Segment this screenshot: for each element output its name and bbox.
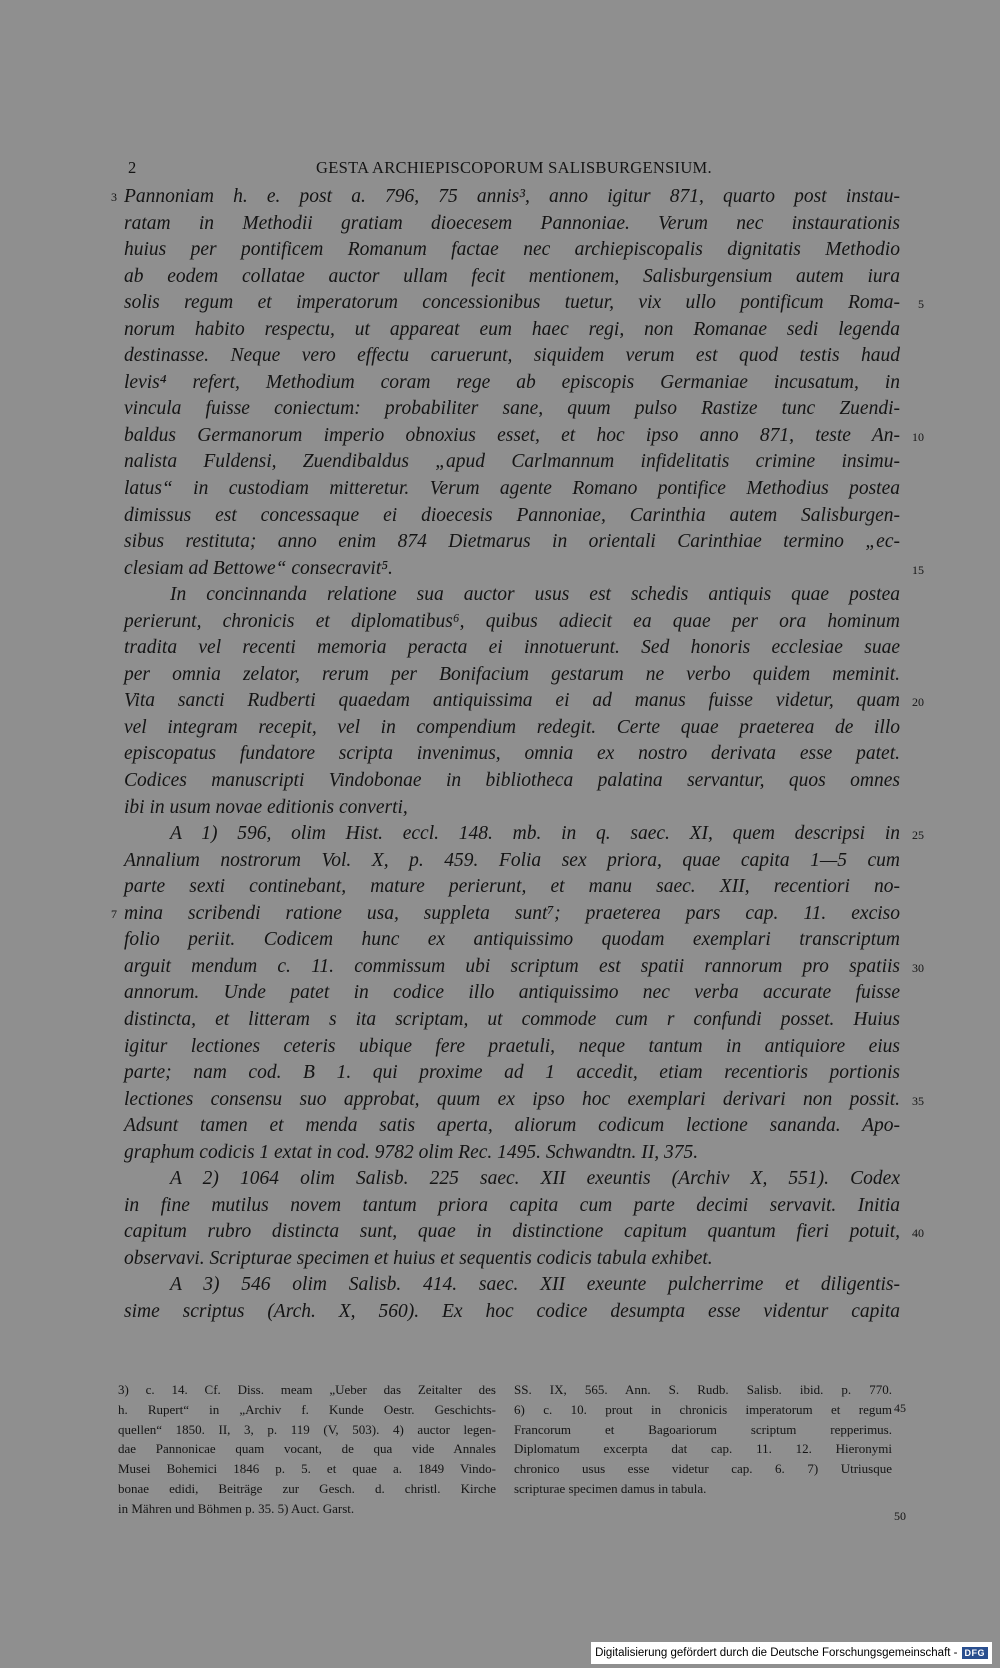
footnote-line: bonae edidi, Beiträge zur Gesch. d. christl. Kirche [118,1480,496,1496]
text-line [124,1299,900,1326]
text-line [124,290,924,317]
text-line [124,423,924,450]
footnote-line: quellen“ 1850. II, 3, p. 119 (V, 503). 4) auctor legen- [118,1421,496,1437]
text-line-content: episcopatus fundatore scripta invenimus, omnia ex nostro derivata esse patet. [124,743,900,765]
text-line [124,556,924,583]
text-line [124,715,900,742]
text-line-content: norum habito respectu, ut appareat eum haec regi, non Romanae sedi legenda [124,318,900,340]
text-line-content: per omnia zelator, rerum per Bonifacium gestarum ne verbo quidem meminit. [124,663,900,685]
page-number: 2 [128,158,137,177]
line-number: 40 [912,1226,924,1241]
text-line-content: Adsunt tamen et menda satis aperta, aliorum codicum lectione sananda. Apo- [124,1115,900,1137]
running-header [128,158,900,182]
text-line [124,741,900,768]
line-number: 5 [918,297,924,312]
text-line [124,1060,900,1087]
text-line [124,237,900,264]
text-line [124,688,924,715]
text-line [124,529,900,556]
text-line [124,1034,900,1061]
text-line [124,503,900,530]
text-line [124,1113,900,1140]
text-line-content: Vita sancti Rudberti quaedam antiquissima ei ad manus fuisse videtur, quam [124,690,900,712]
text-line-content: parte sexti continebant, mature perierunt, et manu saec. XII, recentiori no- [124,876,900,898]
text-line-content: arguit mendum c. 11. commissum ubi scriptum est spatii rannorum pro spatiis [124,955,900,977]
text-line-content: ab eodem collatae auctor ullam fecit mentionem, Salisburgensium autem iura [124,265,900,287]
footnote-line: 3) c. 14. Cf. Diss. meam „Ueber das Zeitalter des [118,1382,496,1397]
text-line [124,635,900,662]
text-line [124,343,900,370]
text-line [124,1166,900,1193]
text-line [124,1219,924,1246]
text-line-content: in fine mutilus novem tantum priora capita cum parte decimi servavit. Initia [124,1194,900,1216]
text-line-content: dimissus est concessaque ei dioecesis Pannoniae, Carinthia autem Salisburgen- [124,504,900,526]
text-line [124,1193,900,1220]
text-line [124,609,900,636]
footnote-line: Francorum et Bagoariorum scriptum repperimus. [514,1421,892,1437]
footnote-line: chronico usus esse videtur cap. 6. 7) Utriusque [514,1461,892,1477]
digitization-notice [591,1642,992,1664]
text-line-content: In concinnanda relatione sua auctor usus est schedis antiquis quae postea [170,584,900,606]
text-line-content: graphum codicis 1 extat in cod. 9782 olim Rec. 1495. Schwandtn. II, 375. [124,1141,699,1163]
text-line-content: vincula fuisse coniectum: probabiliter sane, quum pulso Rastize tunc Zuendi- [124,398,900,420]
text-line [124,980,900,1007]
text-line [124,662,900,689]
text-line-content: distincta, et litteram s ita scriptam, ut commode cum r confundi posset. Huius [124,1008,900,1030]
text-line-content: huius per pontificem Romanum factae nec archiepiscopalis dignitatis Methodio [124,239,900,261]
text-line [124,449,900,476]
line-number: 25 [912,828,924,843]
text-line [124,1007,900,1034]
text-line-content: baldus Germanorum imperio obnoxius esset, et hoc ipso anno 871, teste An- [124,424,900,446]
text-line-content: A 1) 596, olim Hist. eccl. 148. mb. in q. saec. XI, quem descripsi in [170,823,900,845]
text-line-content: tradita vel recenti memoria peracta ei innotuerunt. Sed honoris ecclesiae suae [124,637,900,659]
footnotes-right-column [514,1380,892,1499]
text-line [124,821,924,848]
text-line-content: solis regum et imperatorum concessionibus tuetur, vix ullo pontificum Roma- [124,292,900,314]
text-line [124,582,900,609]
text-line-content: parte; nam cod. B 1. qui proxime ad 1 accedit, etiam recentioris portionis [124,1062,900,1084]
text-line-content: Pannoniam h. e. post a. 796, 75 annis³, anno igitur 871, quarto post instau- [124,186,900,207]
margin-footnote-marker: 3 [111,190,117,204]
text-line-content: Annalium nostrorum Vol. X, p. 459. Folia sex priora, quae capita 1—5 cum [124,849,900,871]
text-line [124,476,900,503]
digitization-text: Digitalisierung gefördert durch die Deutsche Forschungsgemeinschaft - [595,1647,958,1659]
line-number: 10 [912,429,924,444]
text-line-content: destinasse. Neque vero effectu caruerunt, siquidem verum est quod testis haud [124,345,900,367]
text-line [124,927,900,954]
text-line-content: Codices manuscripti Vindobonae in bibliotheca palatina servantur, quos omnes [124,770,900,792]
text-line [124,1140,900,1167]
footnote-line-number: 50 [894,1509,906,1523]
text-line [124,317,900,344]
main-text [111,184,924,1326]
text-line-content: ratam in Methodii gratiam dioecesem Pannoniae. Verum nec instaurationis [124,212,900,234]
footnote-line: scripturae specimen damus in tabula. [514,1480,707,1496]
text-line-content: nalista Fuldensi, Zuendibaldus „apud Carlmannum infidelitatis crimine insimu- [124,451,900,473]
text-line [124,848,900,875]
text-line-content: levis⁴ refert, Methodium coram rege ab episcopis Germaniae incusatum, in [124,371,900,393]
text-line-content: capitum rubro distincta sunt, quae in distinctione capitum quantum fieri potuit, [124,1221,900,1243]
footnote-line: dae Pannonicae quam vocant, de qua vide Annales [118,1441,496,1457]
text-line-content: perierunt, chronicis et diplomatibus⁶, quibus adiecit ea quae per ora hominum [124,610,900,632]
margin-footnote-marker: 7 [111,906,117,921]
text-line [124,211,900,238]
running-title: GESTA ARCHIEPISCOPORUM SALISBURGENSIUM. [316,158,712,177]
text-line-content: folio periit. Codicem hunc ex antiquissimo quodam exemplari transcriptum [124,929,900,951]
text-line-content: A 2) 1064 olim Salisb. 225 saec. XII exeuntis (Archiv X, 551). Codex [170,1168,900,1190]
text-line-content: annorum. Unde patet in codice illo antiquissimo nec verba accurate fuisse [124,982,900,1004]
text-line-content: igitur lectiones ceteris ubique fere praetuli, neque tantum in antiquiore eius [124,1035,900,1057]
text-line [124,795,900,822]
text-line [124,1272,900,1299]
footnote-line: SS. IX, 565. Ann. S. Rudb. Salisb. ibid. p. 770. [514,1382,892,1397]
line-number: 30 [912,960,924,975]
footnote-line: 6) c. 10. prout in chronicis imperatorum et regum [514,1401,892,1417]
text-line [124,954,924,981]
text-line [124,264,900,291]
text-line-content: sime scriptus (Arch. X, 560). Ex hoc codice desumpta esse videntur capita [124,1300,900,1322]
text-line-content: sibus restituta; anno enim 874 Dietmarus in orientali Carinthiae termino „ec- [124,531,900,553]
text-line-content: observavi. Scripturae specimen et huius et sequentis codicis tabula exhibet. [124,1247,713,1269]
text-line [124,874,900,901]
text-line [124,768,900,795]
text-line [111,901,900,928]
text-line-content: clesiam ad Bettowe“ consecravit⁵. [124,557,393,579]
text-line-content: ibi in usum novae editionis converti, [124,796,408,818]
line-number: 20 [912,695,924,710]
text-line-content: A 3) 546 olim Salisb. 414. saec. XII exeunte pulcherrime et diligentis- [170,1274,900,1296]
dfg-logo-icon: DFG [962,1647,989,1659]
line-number: 35 [912,1093,924,1108]
footnote-line: Diplomatum excerpta dat cap. 11. 12. Hieronymi [514,1441,892,1457]
text-line [124,396,900,423]
line-number: 15 [912,562,924,577]
text-line [124,1087,924,1114]
footnote-line-number: 45 [894,1401,906,1415]
text-line-content: latus“ in custodiam mitteretur. Verum agente Romano pontifice Methodius postea [124,478,900,500]
footnote-line: h. Rupert“ in „Archiv f. Kunde Oestr. Geschichts- [118,1401,496,1417]
text-line-content: vel integram recepit, vel in compendium redegit. Certe quae praeterea de illo [124,716,900,738]
footnotes-left-column [118,1380,496,1519]
text-line [124,370,900,397]
text-line [124,1246,900,1273]
text-line [111,184,900,211]
footnote-line: in Mähren und Böhmen p. 35. 5) Auct. Garst. [118,1500,355,1516]
footnote-line: Musei Bohemici 1846 p. 5. et quae a. 1849 Vindo- [118,1461,496,1477]
text-line-content: mina scribendi ratione usa, suppleta sunt⁷; praeterea pars cap. 11. exciso [124,902,900,924]
text-line-content: lectiones consensu suo approbat, quum ex ipso hoc exemplari derivari non possit. [124,1088,900,1110]
